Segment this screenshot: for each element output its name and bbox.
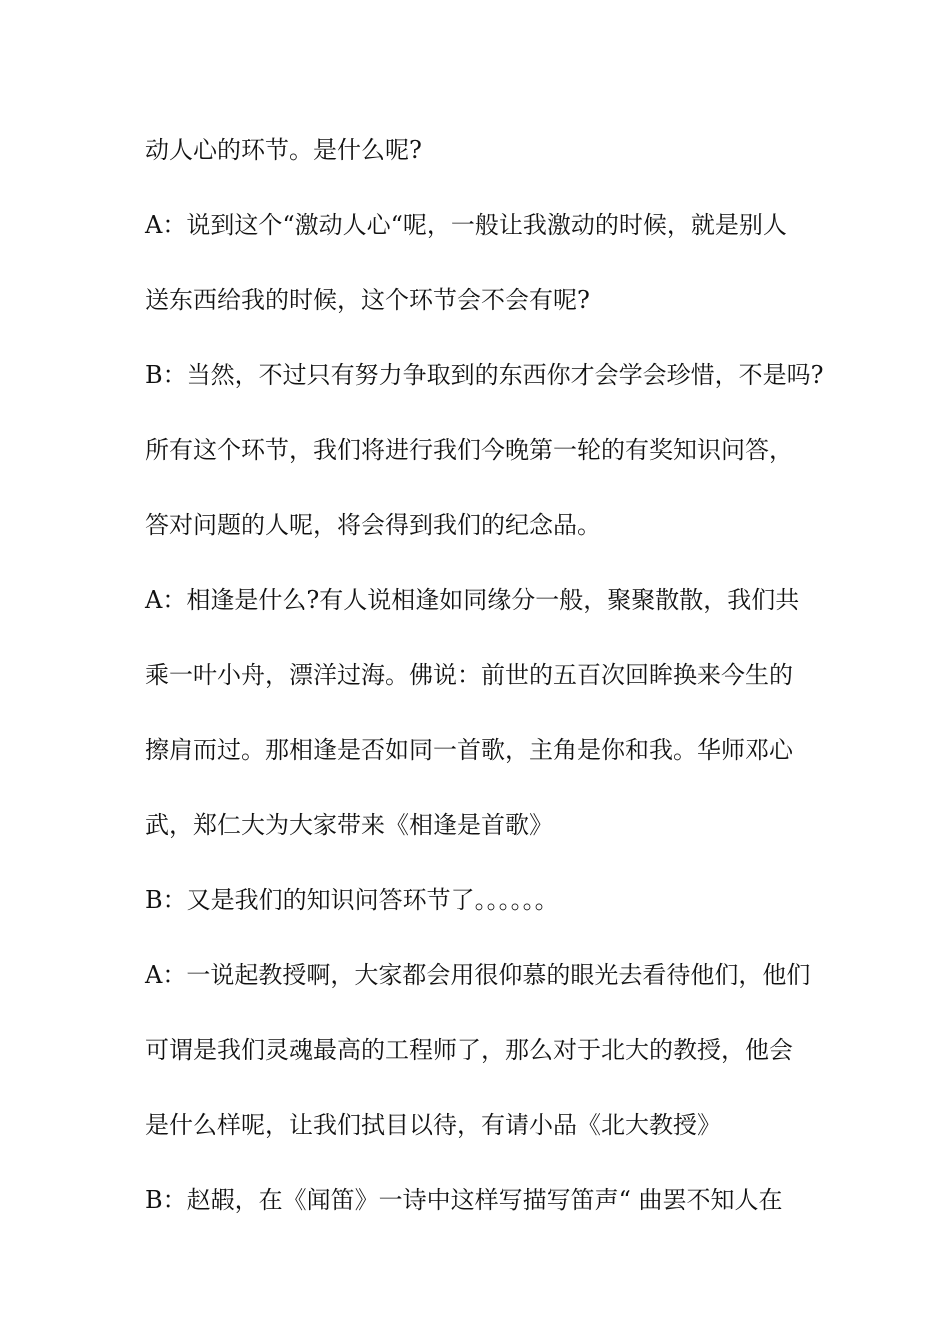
text-line: B：当然，不过只有努力争取到的东西你才会学会珍惜，不是吗?: [145, 361, 824, 389]
text-line: 送东西给我的时候，这个环节会不会有呢?: [145, 286, 590, 314]
text-line: 乘一叶小舟，漂洋过海。佛说：前世的五百次回眸换来今生的: [145, 661, 793, 689]
text-line: 是什么样呢，让我们拭目以待，有请小品《北大教授》: [145, 1111, 721, 1139]
text-line: 所有这个环节，我们将进行我们今晚第一轮的有奖知识问答，: [145, 436, 793, 464]
text-line: 武，郑仁大为大家带来《相逢是首歌》: [145, 811, 553, 839]
text-line: B：赵嘏，在《闻笛》一诗中这样写描写笛声“ 曲罢不知人在: [145, 1186, 783, 1214]
text-line: A：说到这个“激动人心“呢，一般让我激动的时候，就是别人: [145, 211, 787, 239]
text-line: A：一说起教授啊，大家都会用很仰慕的眼光去看待他们，他们: [145, 961, 811, 989]
text-line: 动人心的环节。是什么呢?: [145, 136, 422, 164]
text-line: 擦肩而过。那相逢是否如同一首歌，主角是你和我。华师邓心: [145, 736, 793, 764]
text-line: A：相逢是什么?有人说相逢如同缘分一般，聚聚散散，我们共: [145, 586, 800, 614]
script-text: [145, 130, 825, 1255]
text-line: B：又是我们的知识问答环节了。。。。。。: [145, 886, 559, 914]
text-line: 可谓是我们灵魂最高的工程师了，那么对于北大的教授，他会: [145, 1036, 793, 1064]
text-line: 答对问题的人呢，将会得到我们的纪念品。: [145, 511, 601, 539]
